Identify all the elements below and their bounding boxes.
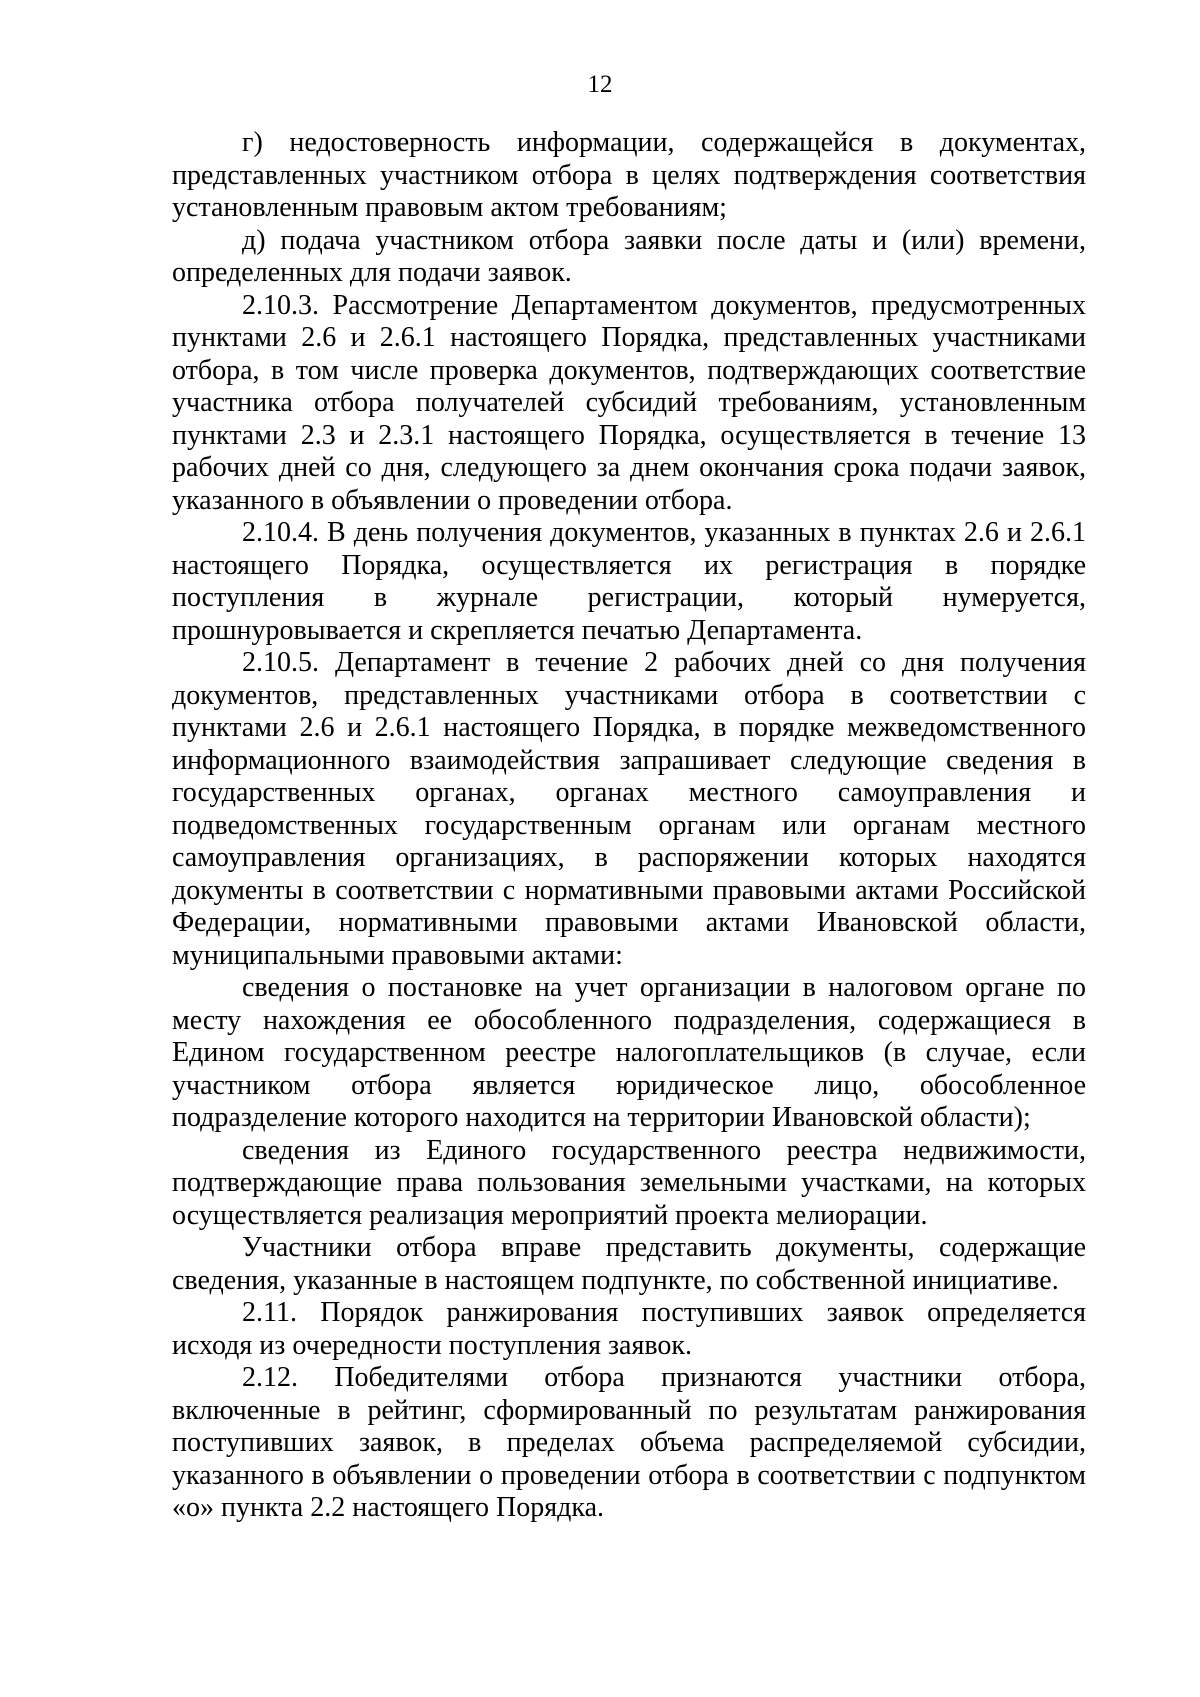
paragraph-2-10-3: 2.10.3. Рассмотрение Департаментом документов, предусмотренных пунктами 2.6 и 2.6.1 настоящего Порядка, представленных участниками отбора, в том числе проверка документов, подтверждающих соответствие участника отбора получателей субсидий требованиям, установленным пунктами 2.3 и 2.3.1 настоящего Порядка, осуществляется в течение 13 рабочих дней со дня, следующего за днем окончания срока подачи заявок, указанного в объявлении о проведении отбора.	[172, 289, 1086, 516]
paragraph-own-initiative: Участники отбора вправе представить документы, содержащие сведения, указанные в настоящем подпункте, по собственной инициативе.	[172, 1232, 1086, 1296]
paragraph-2-11: 2.11. Порядок ранжирования поступивших заявок определяется исходя из очередности поступления заявок.	[172, 1297, 1086, 1361]
page-number: 12	[587, 71, 613, 98]
paragraph-real-estate-registry-info: сведения из Единого государственного реестра недвижимости, подтверждающие права пользования земельными участками, на которых осуществляется реализация мероприятий проекта мелиорации.	[172, 1134, 1086, 1231]
paragraph-2-12: 2.12. Победителями отбора признаются участники отбора, включенные в рейтинг, сформированный по результатам ранжирования поступивших заявок, в пределах объема распределяемой субсидии, указанного в объявлении о проведении отбора в соответствии с подпунктом «о» пункта 2.2 настоящего Порядка.	[172, 1362, 1086, 1523]
paragraph-2-10-4: 2.10.4. В день получения документов, указанных в пунктах 2.6 и 2.6.1 настоящего Порядка, осуществляется их регистрация в порядке поступления в журнале регистрации, который нумеруется, прошнуровывается и скрепляется печатью Департамента.	[172, 517, 1086, 646]
paragraph-item-g: г) недостоверность информации, содержащейся в документах, представленных участником отбора в целях подтверждения соответствия установленным правовым актом требованиям;	[172, 127, 1086, 223]
paragraph-tax-registration-info: сведения о постановке на учет организации в налоговом органе по месту нахождения ее обособленного подразделения, содержащиеся в Едином государственном реестре налогоплательщиков (в случае, если участником отбора является юридическое лицо, обособленное подразделение которого находится на территории Ивановской области);	[172, 972, 1086, 1133]
document-body	[172, 127, 1086, 1525]
paragraph-2-10-5: 2.10.5. Департамент в течение 2 рабочих дней со дня получения документов, представленных участниками отбора в соответствии с пунктами 2.6 и 2.6.1 настоящего Порядка, в порядке межведомственного информационного взаимодействия запрашивает следующие сведения в государственных органах, органах местного самоуправления и подведомственных государственным органам или органам местного самоуправления организациях, в распоряжении которых находятся документы в соответствии с нормативными правовыми актами Российской Федерации, нормативными правовыми актами Ивановской области, муниципальными правовыми актами:	[172, 647, 1086, 971]
paragraph-item-d: д) подача участником отбора заявки после даты и (или) времени, определенных для подачи заявок.	[172, 224, 1086, 288]
